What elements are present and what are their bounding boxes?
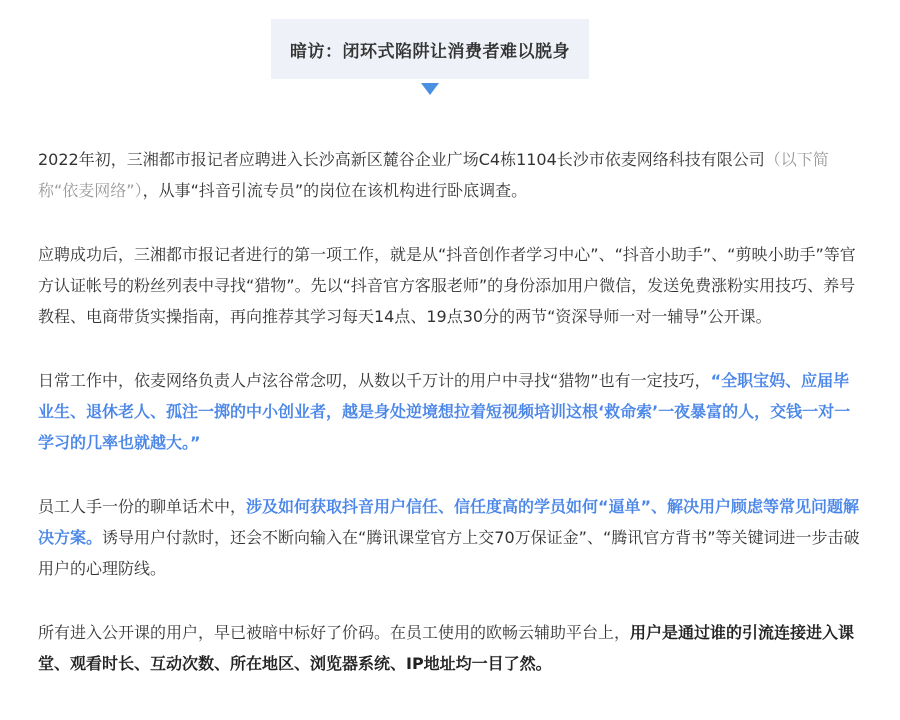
paragraph-text: ，从事“抖音引流专员”的岗位在该机构进行卧底调查。 <box>142 181 528 200</box>
paragraph-text: 日常工作中，依麦网络负责人卢泫谷常念叨，从数以千万计的用户中寻找“猎物”也有一定技巧， <box>38 371 711 390</box>
article-body <box>38 144 864 712</box>
paragraph-text: 员工人手一份的聊单话术中， <box>38 497 247 516</box>
paragraph-text: 2022年初，三湘都市报记者应聘进入长沙高新区麓谷企业广场C4栋1104长沙市依麦网络科技有限公司 <box>38 150 765 169</box>
section-header <box>271 19 589 79</box>
section-title: 暗访：闭环式陷阱让消费者难以脱身 <box>290 41 570 62</box>
paragraph-5 <box>38 617 864 679</box>
paragraph-note: （以下简称“依麦网络”） <box>38 150 829 200</box>
highlighted-quote: “全职宝妈、应届毕业生、退休老人、孤注一掷的中小创业者，越是身处逆境想拉着短视频培训这根‘救命索’一夜暴富的人，交钱一对一学习的几率也就越大。” <box>38 371 851 452</box>
paragraph-text: 应聘成功后，三湘都市报记者进行的第一项工作，就是从“抖音创作者学习中心”、“抖音小助手”、“剪映小助手”等官方认证帐号的粉丝列表中寻找“猎物”。先以“抖音官方客服老师”的身份添加用户微信，发送免费涨粉实用技巧、养号教程、电商带货实操指南，再向推荐其学习每天14点、19点30分的两节“资深导师一对一辅导”公开课。 <box>38 245 856 326</box>
paragraph-text: 所有进入公开课的用户，早已被暗中标好了价码。在员工使用的欧畅云辅助平台上， <box>38 623 631 642</box>
paragraph-4 <box>38 491 864 584</box>
paragraph-1 <box>38 144 864 206</box>
paragraph-text: 诱导用户付款时，还会不断向输入在“腾讯课堂官方上交70万保证金”、“腾讯官方背书”等关键词进一步击破用户的心理防线。 <box>38 528 860 578</box>
down-arrow-icon <box>421 83 439 95</box>
highlighted-text: 涉及如何获取抖音用户信任、信任度高的学员如何“逼单”、解决用户顾虑等常见问题解决方案。 <box>38 497 860 547</box>
paragraph-3 <box>38 365 864 458</box>
paragraph-2 <box>38 239 864 332</box>
bold-text: 用户是通过谁的引流连接进入课堂、观看时长、互动次数、所在地区、浏览器系统、IP地址均一目了然。 <box>38 623 855 673</box>
